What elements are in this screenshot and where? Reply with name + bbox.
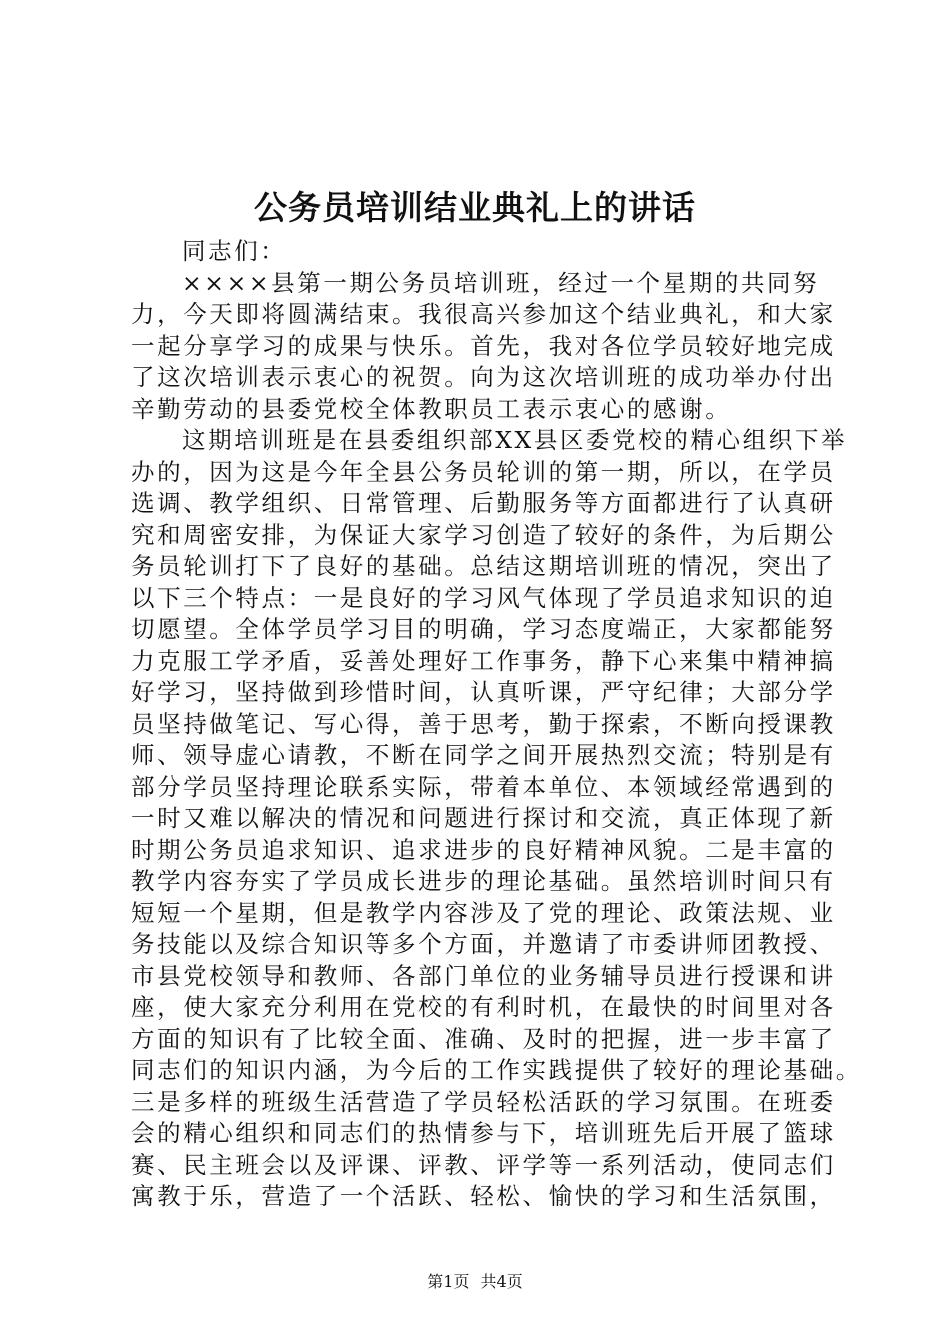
paragraph-2-line: 方面的知识有了比较全面、准确、及时的把握，进一步丰富了 bbox=[131, 1024, 836, 1053]
paragraph-2-line: 办的，因为这是今年全县公务员轮训的第一期，所以，在学员 bbox=[131, 457, 836, 486]
page-footer bbox=[0, 1272, 950, 1292]
paragraph-2-line: 师、领导虚心请教，不断在同学之间开展热烈交流；特别是有 bbox=[131, 741, 836, 769]
paragraph-2-line: 座，使大家充分利用在党校的有利时机，在最快的时间里对各 bbox=[131, 993, 836, 1021]
paragraph-2-line: 员坚持做笔记、写心得，善于思考，勤于探索，不断向授课教 bbox=[131, 709, 836, 738]
paragraph-1-line: 力，今天即将圆满结束。我很高兴参加这个结业典礼，和大家 bbox=[131, 300, 836, 328]
paragraph-2-line: 市县党校领导和教师、各部门单位的业务辅导员进行授课和讲 bbox=[131, 961, 836, 990]
paragraph-2-line: 务员轮训打下了良好的基础。总结这期培训班的情况，突出了 bbox=[131, 552, 836, 580]
paragraph-2-line: 时期公务员追求知识、追求进步的良好精神风貌。二是丰富的 bbox=[131, 835, 836, 864]
document-title: 公务员培训结业典礼上的讲话 bbox=[254, 188, 696, 227]
paragraph-2-line: 三是多样的班级生活营造了学员轻松活跃的学习氛围。在班委 bbox=[131, 1087, 836, 1116]
paragraph-2-line: 同志们的知识内涵，为今后的工作实践提供了较好的理论基础。 bbox=[131, 1056, 862, 1084]
paragraph-2-line: 赛、民主班会以及评课、评教、评学等一系列活动，使同志们 bbox=[131, 1150, 836, 1179]
paragraph-2-line: 务技能以及综合知识等多个方面，并邀请了市委讲师团教授、 bbox=[131, 930, 836, 958]
paragraph-2-line: 部分学员坚持理论联系实际，带着本单位、本领域经常遇到的 bbox=[131, 772, 836, 801]
paragraph-1-line: 辛勤劳动的县委党校全体教职员工表示衷心的感谢。 bbox=[131, 394, 732, 423]
document-body bbox=[131, 236, 862, 1213]
paragraph-1-line: ××××县第一期公务员培训班，经过一个星期的共同努 bbox=[182, 268, 820, 297]
paragraph-2-line: 教学内容夯实了学员成长进步的理论基础。虽然培训时间只有 bbox=[131, 867, 836, 895]
paragraph-2-line: 切愿望。全体学员学习目的明确，学习态度端正，大家都能努 bbox=[131, 615, 836, 643]
paragraph-2-line: 究和周密安排，为保证大家学习创造了较好的条件，为后期公 bbox=[131, 520, 836, 549]
paragraph-1-line: 一起分享学习的成果与快乐。首先，我对各位学员较好地完成 bbox=[131, 331, 836, 360]
paragraph-2-line: 选调、教学组织、日常管理、后勤服务等方面都进行了认真研 bbox=[131, 489, 836, 517]
paragraph-2-line: 力克服工学矛盾，妥善处理好工作事务，静下心来集中精神搞 bbox=[131, 646, 836, 675]
paragraph-2-line: 这期培训班是在县委组织部XX县区委党校的精心组织下举 bbox=[182, 426, 848, 454]
paragraph-2-line: 寓教于乐，营造了一个活跃、轻松、愉快的学习和生活氛围， bbox=[131, 1182, 836, 1210]
paragraph-2-line: 会的精心组织和同志们的热情参与下，培训班先后开展了篮球 bbox=[131, 1119, 836, 1147]
salutation: 同志们： bbox=[182, 237, 287, 265]
paragraph-2-line: 以下三个特点：一是良好的学习风气体现了学员追求知识的迫 bbox=[131, 583, 836, 612]
paragraph-2-line: 短短一个星期，但是教学内容涉及了党的理论、政策法规、业 bbox=[131, 898, 836, 927]
paragraph-2-line: 一时又难以解决的情况和问题进行探讨和交流，真正体现了新 bbox=[131, 804, 836, 832]
paragraph-2-line: 好学习，坚持做到珍惜时间，认真听课，严守纪律；大部分学 bbox=[131, 678, 836, 706]
page-total: 共4页 bbox=[480, 1272, 523, 1291]
paragraph-1-line: 了这次培训表示衷心的祝贺。向为这次培训班的成功举办付出 bbox=[131, 363, 836, 391]
page-number: 第1页 bbox=[427, 1272, 470, 1291]
